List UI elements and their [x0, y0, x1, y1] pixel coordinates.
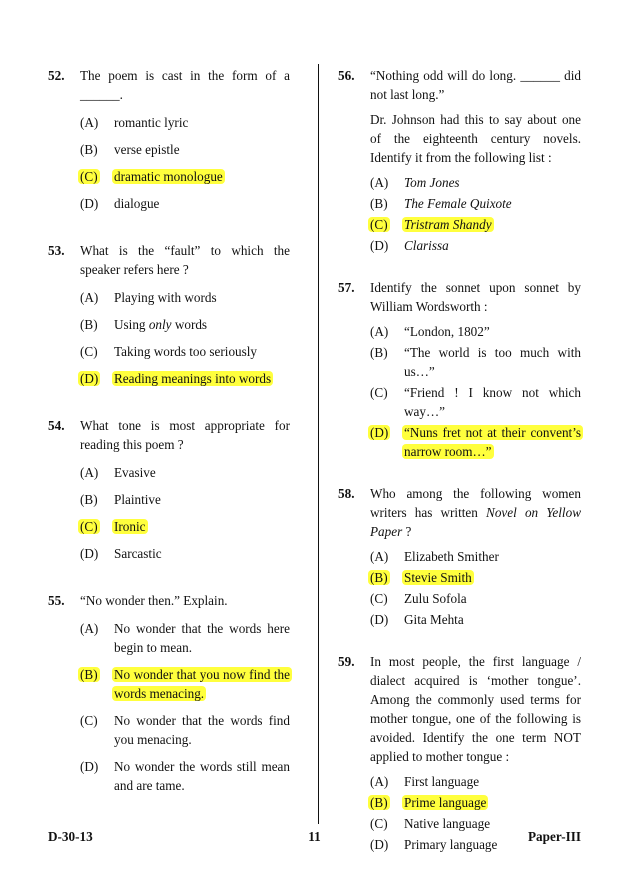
option-a [370, 322, 581, 341]
option-label: (B) [80, 492, 98, 507]
option-label: (A) [370, 324, 389, 339]
option-text-highlighted: Stevie Smith [404, 570, 472, 585]
option-d [80, 194, 290, 213]
option-label: (B) [370, 795, 388, 810]
option-text: verse epistle [114, 142, 180, 157]
option-text: Clarissa [404, 238, 449, 253]
option-text-italic: only [148, 317, 172, 332]
option-label: (D) [370, 837, 389, 852]
option-text: “The world is too much with us…” [404, 345, 581, 379]
option-b [80, 315, 290, 334]
option-b-answer [80, 665, 290, 703]
question-stem: The poem is cast in the form of a ______. [80, 68, 290, 102]
option-label: (C) [370, 591, 388, 606]
paper-code: D-30-13 [48, 829, 93, 844]
question-57 [338, 278, 581, 461]
question-number: 54. [48, 418, 65, 433]
option-c-answer [80, 517, 290, 536]
option-b-answer [370, 793, 581, 812]
option-text: Plaintive [114, 492, 161, 507]
option-text: “London, 1802” [404, 324, 490, 339]
right-column [338, 66, 581, 877]
option-text: Evasive [114, 465, 156, 480]
question-stem [370, 484, 581, 541]
option-b [80, 140, 290, 159]
option-text-highlighted: “Nuns fret not at their convent’s narrow room…” [404, 425, 581, 459]
option-a [370, 772, 581, 791]
option-label: (C) [80, 519, 98, 534]
page-footer [48, 827, 581, 847]
question-stem: In most people, the first language / dialect acquired is ‘mother tongue’. Among the commonly used terms for mother tongue, one of the following is avoided. Identify the one term NOT applied to mother tongue : [370, 654, 581, 764]
question-56 [338, 66, 581, 255]
option-label: (A) [80, 290, 99, 305]
option-text: No wonder that the words here begin to mean. [114, 621, 290, 655]
option-a [80, 113, 290, 132]
option-d [370, 610, 581, 629]
option-text: Gita Mehta [404, 612, 464, 627]
stem-part: Who among the following women writers has written [370, 486, 581, 520]
option-text-highlighted: Prime language [404, 795, 487, 810]
option-c [80, 711, 290, 749]
question-quote: “Nothing odd will do long. ______ did not last long.” [370, 68, 581, 102]
question-number: 57. [338, 280, 355, 295]
option-label: (C) [80, 344, 98, 359]
option-a [80, 619, 290, 657]
option-d-answer [80, 369, 290, 388]
option-text: Primary language [404, 837, 498, 852]
option-label: (B) [370, 345, 388, 360]
option-b [370, 194, 581, 213]
option-label: (A) [80, 621, 99, 636]
column-divider [318, 64, 319, 824]
option-label: (A) [370, 175, 389, 190]
option-label: (C) [370, 385, 388, 400]
question-54 [48, 416, 290, 563]
question-stem: Dr. Johnson had this to say about one of the eighteenth century novels. Identify it from the following list : [370, 112, 581, 165]
option-label: (D) [80, 759, 99, 774]
option-label: (A) [370, 549, 389, 564]
option-label: (A) [80, 465, 99, 480]
page-number: 11 [308, 829, 321, 844]
option-c-answer [80, 167, 290, 186]
option-text: Elizabeth Smither [404, 549, 499, 564]
stem-title-italic: Novel on Yellow Paper [370, 505, 581, 539]
option-label: (A) [80, 115, 99, 130]
option-text-part: words [171, 317, 208, 332]
question-59 [338, 652, 581, 854]
option-text-highlighted: Ironic [114, 519, 146, 534]
question-58 [338, 484, 581, 629]
option-a [370, 547, 581, 566]
question-53 [48, 241, 290, 388]
question-stem: What tone is most appropriate for reading this poem ? [80, 418, 290, 452]
option-text: First language [404, 774, 480, 789]
option-c-answer [370, 215, 581, 234]
option-text: No wonder that the words find you menacing. [114, 713, 290, 747]
option-text: Zulu Sofola [404, 591, 467, 606]
option-text-highlighted: Reading meanings into words [114, 371, 272, 386]
paper-label: Paper-III [528, 829, 581, 844]
option-label: (D) [370, 612, 389, 627]
option-label: (D) [80, 546, 99, 561]
option-label: (B) [80, 142, 98, 157]
option-a [370, 173, 581, 192]
option-b-answer [370, 568, 581, 587]
option-d [370, 236, 581, 255]
option-c [370, 589, 581, 608]
option-text: Sarcastic [114, 546, 162, 561]
option-text: The Female Quixote [404, 196, 512, 211]
option-text: dialogue [114, 196, 160, 211]
question-number: 56. [338, 68, 355, 83]
option-a [80, 288, 290, 307]
question-stem: What is the “fault” to which the speaker refers here ? [80, 243, 290, 277]
option-text: “Friend ! I know not which way…” [404, 385, 581, 419]
question-number: 52. [48, 68, 65, 83]
question-stem: “No wonder then.” Explain. [80, 593, 228, 608]
option-c [80, 342, 290, 361]
option-label: (C) [370, 816, 388, 831]
option-d-answer [370, 423, 581, 461]
option-text-highlighted: No wonder that you now find the words menacing. [114, 667, 290, 701]
option-text-highlighted: Tristram Shandy [404, 217, 492, 232]
option-label: (B) [370, 570, 388, 585]
option-label: (A) [370, 774, 389, 789]
stem-part: ? [402, 524, 412, 539]
option-text-part: Using [114, 317, 149, 332]
option-b [80, 490, 290, 509]
question-stem: Identify the sonnet upon sonnet by William Wordsworth : [370, 280, 581, 314]
option-text-highlighted: dramatic monologue [114, 169, 223, 184]
question-number: 59. [338, 654, 355, 669]
option-text: Playing with words [114, 290, 217, 305]
option-c [370, 383, 581, 421]
option-label: (B) [80, 667, 98, 682]
left-column [48, 66, 290, 823]
option-label: (D) [370, 425, 389, 440]
option-text: Tom Jones [404, 175, 460, 190]
option-label: (B) [80, 317, 98, 332]
option-label: (D) [80, 196, 99, 211]
option-label: (D) [80, 371, 99, 386]
option-b [370, 343, 581, 381]
question-number: 58. [338, 486, 355, 501]
option-label: (B) [370, 196, 388, 211]
question-52 [48, 66, 290, 213]
question-number: 55. [48, 593, 65, 608]
option-text: romantic lyric [114, 115, 189, 130]
option-text: No wonder the words still mean and are tame. [114, 759, 290, 793]
option-label: (C) [80, 169, 98, 184]
option-label: (C) [370, 217, 388, 232]
question-number: 53. [48, 243, 65, 258]
option-a [80, 463, 290, 482]
option-text: Taking words too seriously [114, 344, 258, 359]
option-label: (D) [370, 238, 389, 253]
option-d [80, 757, 290, 795]
option-text: Native language [404, 816, 491, 831]
question-55 [48, 591, 290, 795]
option-label: (C) [80, 713, 98, 728]
option-d [80, 544, 290, 563]
